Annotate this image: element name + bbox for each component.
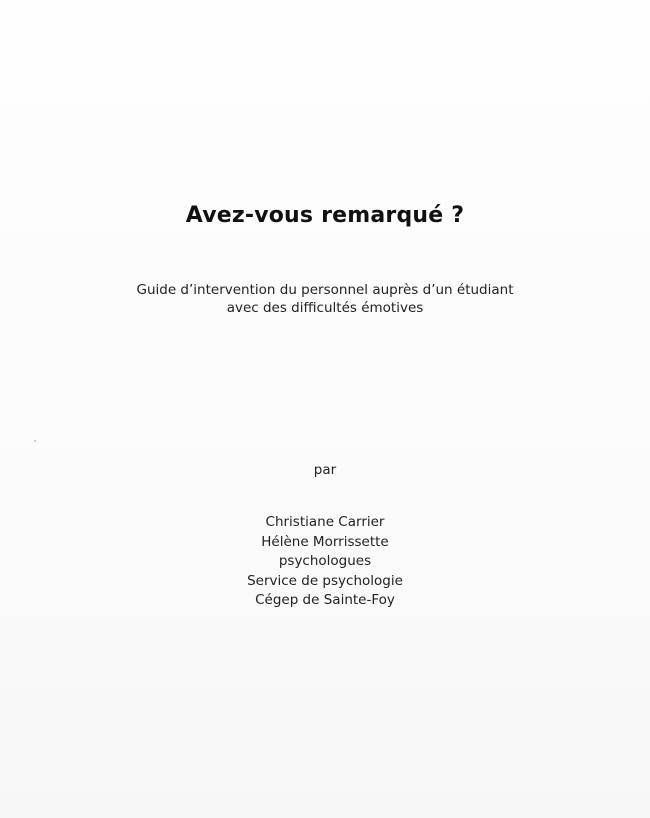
- subtitle-line-2: avec des difficultés émotives: [226, 300, 424, 316]
- author-institution: Cégep de Sainte-Foy: [255, 592, 395, 608]
- author-name-2: Hélène Morrissette: [261, 533, 389, 550]
- author-name-1: Christiane Carrier: [265, 514, 385, 530]
- author-block: [0, 513, 650, 611]
- author-department: Service de psychologie: [247, 572, 403, 589]
- document-title: Avez-vous remarqué ?: [185, 203, 465, 228]
- by-label: par: [313, 462, 337, 478]
- document-subtitle: [0, 281, 650, 317]
- subtitle-line-1: Guide d’intervention du personnel auprès d’un étudiant: [136, 282, 514, 298]
- author-role: psychologues: [278, 553, 372, 569]
- paper-speck: [34, 440, 36, 442]
